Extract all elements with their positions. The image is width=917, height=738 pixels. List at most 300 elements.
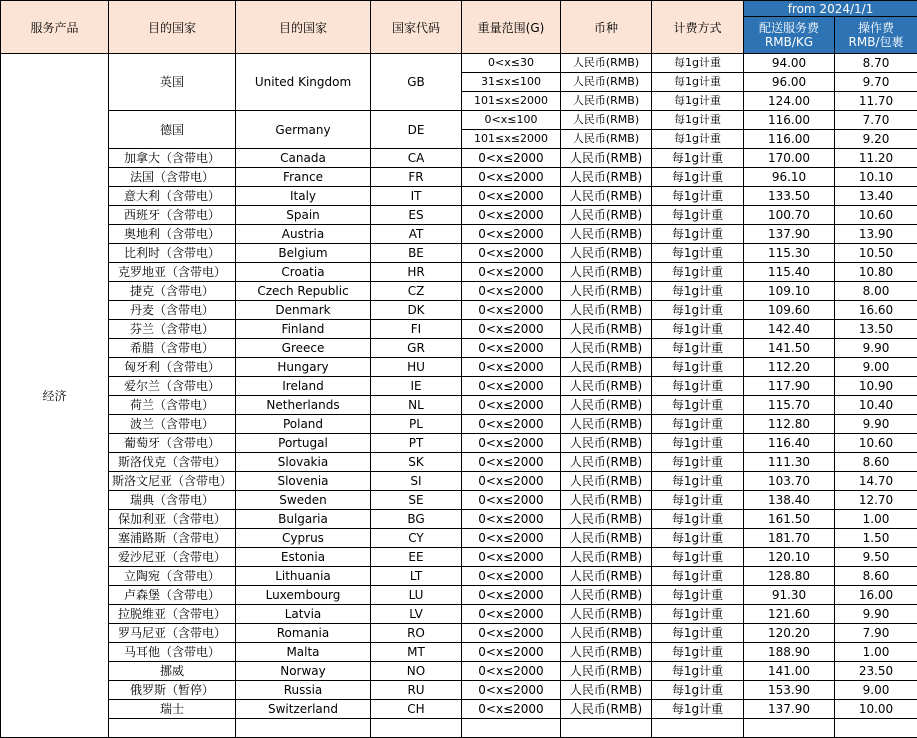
operation-fee: 16.00 [835,586,917,605]
delivery-fee: 141.50 [744,339,835,358]
country-cn: 瑞士 [109,700,236,719]
table-row [1,586,917,605]
country-en: Luxembourg [236,586,371,605]
table-row [1,339,917,358]
operation-fee: 9.50 [835,548,917,567]
table-row [1,434,917,453]
operation-fee: 9.90 [835,339,917,358]
weight-range: 0<x≤2000 [462,301,561,320]
table-row [1,605,917,624]
operation-fee: 13.40 [835,187,917,206]
weight-range: 31≤x≤100 [462,73,561,92]
currency: 人民币(RMB) [561,548,652,567]
billing-method: 每1g计重 [652,434,744,453]
operation-fee: 10.60 [835,206,917,225]
country-code: GB [371,54,462,111]
country-cn: 加拿大（含带电） [109,149,236,168]
country-en: Norway [236,662,371,681]
operation-fee: 12.70 [835,491,917,510]
weight-range: 0<x≤2000 [462,472,561,491]
country-en: Austria [236,225,371,244]
operation-fee: 7.70 [835,111,917,130]
table-row [1,700,917,719]
billing-method: 每1g计重 [652,624,744,643]
currency: 人民币(RMB) [561,510,652,529]
country-code: IT [371,187,462,206]
country-cn: 挪威 [109,662,236,681]
weight-range: 0<x≤2000 [462,282,561,301]
country-code: FI [371,320,462,339]
currency: 人民币(RMB) [561,111,652,130]
weight-range: 0<x≤2000 [462,529,561,548]
delivery-fee: 103.70 [744,472,835,491]
currency: 人民币(RMB) [561,491,652,510]
table-row [1,225,917,244]
billing-method: 每1g计重 [652,54,744,73]
country-cn: 保加利亚（含带电） [109,510,236,529]
billing-method: 每1g计重 [652,73,744,92]
billing-method: 每1g计重 [652,339,744,358]
weight-range: 101≤x≤2000 [462,130,561,149]
empty-cell [109,719,236,738]
country-en: Malta [236,643,371,662]
billing-method: 每1g计重 [652,548,744,567]
delivery-fee: 121.60 [744,605,835,624]
country-en: Latvia [236,605,371,624]
currency: 人民币(RMB) [561,54,652,73]
country-cn: 奥地利（含带电） [109,225,236,244]
delivery-fee: 133.50 [744,187,835,206]
country-cn: 立陶宛（含带电） [109,567,236,586]
delivery-fee: 116.00 [744,111,835,130]
header-weight-range: 重量范围(G) [462,1,561,54]
billing-method: 每1g计重 [652,472,744,491]
header-dest-en: 目的国家 [236,1,371,54]
country-code: GR [371,339,462,358]
country-cn: 葡萄牙（含带电） [109,434,236,453]
weight-range: 0<x≤2000 [462,358,561,377]
country-cn: 西班牙（含带电） [109,206,236,225]
country-cn: 意大利（含带电） [109,187,236,206]
currency: 人民币(RMB) [561,73,652,92]
country-cn: 比利时（含带电） [109,244,236,263]
currency: 人民币(RMB) [561,434,652,453]
delivery-fee: 137.90 [744,225,835,244]
operation-fee: 9.70 [835,73,917,92]
header-effective-date: from 2024/1/1 [744,1,917,17]
delivery-fee: 100.70 [744,206,835,225]
country-code: DK [371,301,462,320]
country-code: LV [371,605,462,624]
weight-range: 0<x≤2000 [462,700,561,719]
country-code: SI [371,472,462,491]
delivery-fee: 117.90 [744,377,835,396]
operation-fee: 9.00 [835,358,917,377]
country-cn: 俄罗斯（暂停） [109,681,236,700]
operation-fee: 13.90 [835,225,917,244]
operation-fee: 10.80 [835,263,917,282]
currency: 人民币(RMB) [561,643,652,662]
header-dest-cn: 目的国家 [109,1,236,54]
delivery-fee: 181.70 [744,529,835,548]
country-cn: 斯洛文尼亚（含带电） [109,472,236,491]
weight-range: 101≤x≤2000 [462,92,561,111]
table-row [1,149,917,168]
country-cn: 克罗地亚（含带电） [109,263,236,282]
delivery-fee: 120.10 [744,548,835,567]
currency: 人民币(RMB) [561,168,652,187]
table-row [1,529,917,548]
currency: 人民币(RMB) [561,244,652,263]
weight-range: 0<x≤2000 [462,643,561,662]
currency: 人民币(RMB) [561,225,652,244]
delivery-fee: 116.40 [744,434,835,453]
country-en: France [236,168,371,187]
country-cn: 拉脱维亚（含带电） [109,605,236,624]
currency: 人民币(RMB) [561,339,652,358]
table-row [1,567,917,586]
delivery-fee: 112.20 [744,358,835,377]
billing-method: 每1g计重 [652,244,744,263]
country-code: DE [371,111,462,149]
country-en: Portugal [236,434,371,453]
operation-fee: 9.90 [835,605,917,624]
weight-range: 0<x≤2000 [462,263,561,282]
country-en: Netherlands [236,396,371,415]
table-row [1,206,917,225]
billing-method: 每1g计重 [652,681,744,700]
weight-range: 0<x≤30 [462,54,561,73]
table-row [1,491,917,510]
billing-method: 每1g计重 [652,149,744,168]
country-en: Spain [236,206,371,225]
country-en: Ireland [236,377,371,396]
billing-method: 每1g计重 [652,529,744,548]
billing-method: 每1g计重 [652,377,744,396]
country-code: LU [371,586,462,605]
table-row [1,396,917,415]
delivery-fee: 115.40 [744,263,835,282]
delivery-fee: 170.00 [744,149,835,168]
country-code: FR [371,168,462,187]
operation-fee: 1.50 [835,529,917,548]
weight-range: 0<x≤2000 [462,624,561,643]
billing-method: 每1g计重 [652,92,744,111]
delivery-fee: 96.10 [744,168,835,187]
country-code: CZ [371,282,462,301]
country-code: HR [371,263,462,282]
operation-fee: 11.70 [835,92,917,111]
country-code: MT [371,643,462,662]
country-cn: 波兰（含带电） [109,415,236,434]
billing-method: 每1g计重 [652,510,744,529]
weight-range: 0<x≤2000 [462,434,561,453]
table-row [1,54,917,73]
country-en: Slovenia [236,472,371,491]
operation-fee: 9.90 [835,415,917,434]
header-operation-fee [835,17,917,54]
table-row [1,472,917,491]
operation-fee: 9.20 [835,130,917,149]
table-row [1,168,917,187]
weight-range: 0<x≤2000 [462,377,561,396]
operation-fee: 10.50 [835,244,917,263]
weight-range: 0<x≤2000 [462,320,561,339]
country-en: Germany [236,111,371,149]
country-en: Switzerland [236,700,371,719]
operation-fee: 1.00 [835,510,917,529]
table-row [1,377,917,396]
delivery-fee: 141.00 [744,662,835,681]
country-en: Finland [236,320,371,339]
weight-range: 0<x≤2000 [462,491,561,510]
billing-method: 每1g计重 [652,130,744,149]
header-row [1,1,917,17]
table-row [1,244,917,263]
table-row [1,548,917,567]
operation-fee: 10.60 [835,434,917,453]
table-row [1,453,917,472]
delivery-fee: 109.10 [744,282,835,301]
empty-cell [236,719,371,738]
header-product: 服务产品 [1,1,109,54]
country-en: Slovakia [236,453,371,472]
country-cn: 德国 [109,111,236,149]
currency: 人民币(RMB) [561,624,652,643]
table-row [1,415,917,434]
country-en: Croatia [236,263,371,282]
billing-method: 每1g计重 [652,168,744,187]
country-code: AT [371,225,462,244]
delivery-fee: 120.20 [744,624,835,643]
delivery-fee: 94.00 [744,54,835,73]
table-row [1,510,917,529]
header-operation-fee-label: 操作费 [858,21,894,35]
billing-method: 每1g计重 [652,643,744,662]
table-row [1,643,917,662]
header-billing: 计费方式 [652,1,744,54]
country-code: CH [371,700,462,719]
currency: 人民币(RMB) [561,586,652,605]
header-country-code: 国家代码 [371,1,462,54]
weight-range: 0<x≤2000 [462,168,561,187]
table-row [1,320,917,339]
billing-method: 每1g计重 [652,301,744,320]
operation-fee: 10.40 [835,396,917,415]
currency: 人民币(RMB) [561,206,652,225]
weight-range: 0<x≤2000 [462,605,561,624]
table-row [1,187,917,206]
operation-fee: 8.00 [835,282,917,301]
weight-range: 0<x≤100 [462,111,561,130]
currency: 人民币(RMB) [561,567,652,586]
currency: 人民币(RMB) [561,320,652,339]
empty-cell [835,719,917,738]
billing-method: 每1g计重 [652,358,744,377]
table-row [1,263,917,282]
country-en: United Kingdom [236,54,371,111]
weight-range: 0<x≤2000 [462,586,561,605]
operation-fee: 14.70 [835,472,917,491]
currency: 人民币(RMB) [561,415,652,434]
delivery-fee: 109.60 [744,301,835,320]
billing-method: 每1g计重 [652,605,744,624]
weight-range: 0<x≤2000 [462,548,561,567]
billing-method: 每1g计重 [652,320,744,339]
country-en: Italy [236,187,371,206]
header-delivery-fee-label: 配送服务费 [759,21,819,35]
currency: 人民币(RMB) [561,282,652,301]
country-en: Sweden [236,491,371,510]
country-en: Czech Republic [236,282,371,301]
delivery-fee: 115.70 [744,396,835,415]
billing-method: 每1g计重 [652,491,744,510]
billing-method: 每1g计重 [652,282,744,301]
country-cn: 马耳他（含带电） [109,643,236,662]
country-cn: 荷兰（含带电） [109,396,236,415]
country-en: Romania [236,624,371,643]
weight-range: 0<x≤2000 [462,567,561,586]
country-code: CA [371,149,462,168]
table-row-empty [1,719,917,738]
currency: 人民币(RMB) [561,529,652,548]
operation-fee: 10.10 [835,168,917,187]
country-code: LT [371,567,462,586]
operation-fee: 10.00 [835,700,917,719]
table-row [1,358,917,377]
delivery-fee: 188.90 [744,643,835,662]
operation-fee: 7.90 [835,624,917,643]
weight-range: 0<x≤2000 [462,681,561,700]
country-en: Estonia [236,548,371,567]
country-en: Belgium [236,244,371,263]
delivery-fee: 91.30 [744,586,835,605]
billing-method: 每1g计重 [652,567,744,586]
country-cn: 匈牙利（含带电） [109,358,236,377]
delivery-fee: 96.00 [744,73,835,92]
header-delivery-fee [744,17,835,54]
table-row [1,282,917,301]
header-currency: 币种 [561,1,652,54]
delivery-fee: 111.30 [744,453,835,472]
weight-range: 0<x≤2000 [462,510,561,529]
country-en: Denmark [236,301,371,320]
delivery-fee: 137.90 [744,700,835,719]
country-en: Bulgaria [236,510,371,529]
country-cn: 卢森堡（含带电） [109,586,236,605]
country-code: IE [371,377,462,396]
country-code: CY [371,529,462,548]
operation-fee: 23.50 [835,662,917,681]
table-row [1,111,917,130]
header-delivery-fee-unit: RMB/KG [765,35,813,49]
country-en: Russia [236,681,371,700]
currency: 人民币(RMB) [561,681,652,700]
weight-range: 0<x≤2000 [462,662,561,681]
country-en: Lithuania [236,567,371,586]
currency: 人民币(RMB) [561,149,652,168]
country-cn: 爱尔兰（含带电） [109,377,236,396]
table-row [1,624,917,643]
currency: 人民币(RMB) [561,358,652,377]
country-cn: 法国（含带电） [109,168,236,187]
empty-cell [561,719,652,738]
operation-fee: 9.00 [835,681,917,700]
delivery-fee: 124.00 [744,92,835,111]
weight-range: 0<x≤2000 [462,339,561,358]
country-cn: 丹麦（含带电） [109,301,236,320]
country-cn: 英国 [109,54,236,111]
billing-method: 每1g计重 [652,586,744,605]
country-code: BG [371,510,462,529]
delivery-fee: 161.50 [744,510,835,529]
header-operation-fee-unit: RMB/包裹 [849,35,904,49]
weight-range: 0<x≤2000 [462,244,561,263]
operation-fee: 1.00 [835,643,917,662]
weight-range: 0<x≤2000 [462,206,561,225]
currency: 人民币(RMB) [561,700,652,719]
delivery-fee: 153.90 [744,681,835,700]
operation-fee: 8.60 [835,453,917,472]
country-code: SK [371,453,462,472]
country-cn: 罗马尼亚（含带电） [109,624,236,643]
empty-cell [652,719,744,738]
country-en: Hungary [236,358,371,377]
country-code: PT [371,434,462,453]
country-cn: 捷克（含带电） [109,282,236,301]
currency: 人民币(RMB) [561,263,652,282]
currency: 人民币(RMB) [561,301,652,320]
billing-method: 每1g计重 [652,453,744,472]
operation-fee: 8.60 [835,567,917,586]
delivery-fee: 128.80 [744,567,835,586]
country-cn: 斯洛伐克（含带电） [109,453,236,472]
country-en: Greece [236,339,371,358]
country-code: RU [371,681,462,700]
billing-method: 每1g计重 [652,700,744,719]
country-code: HU [371,358,462,377]
country-code: EE [371,548,462,567]
weight-range: 0<x≤2000 [462,225,561,244]
currency: 人民币(RMB) [561,130,652,149]
currency: 人民币(RMB) [561,187,652,206]
country-cn: 塞浦路斯（含带电） [109,529,236,548]
currency: 人民币(RMB) [561,92,652,111]
empty-cell [462,719,561,738]
delivery-fee: 112.80 [744,415,835,434]
weight-range: 0<x≤2000 [462,453,561,472]
billing-method: 每1g计重 [652,206,744,225]
billing-method: 每1g计重 [652,662,744,681]
empty-cell [744,719,835,738]
billing-method: 每1g计重 [652,415,744,434]
country-code: ES [371,206,462,225]
billing-method: 每1g计重 [652,225,744,244]
table-body [1,54,917,738]
operation-fee: 16.60 [835,301,917,320]
country-cn: 芬兰（含带电） [109,320,236,339]
weight-range: 0<x≤2000 [462,396,561,415]
currency: 人民币(RMB) [561,453,652,472]
country-code: BE [371,244,462,263]
billing-method: 每1g计重 [652,396,744,415]
currency: 人民币(RMB) [561,662,652,681]
currency: 人民币(RMB) [561,396,652,415]
delivery-fee: 116.00 [744,130,835,149]
empty-cell [371,719,462,738]
operation-fee: 13.50 [835,320,917,339]
country-cn: 瑞典（含带电） [109,491,236,510]
